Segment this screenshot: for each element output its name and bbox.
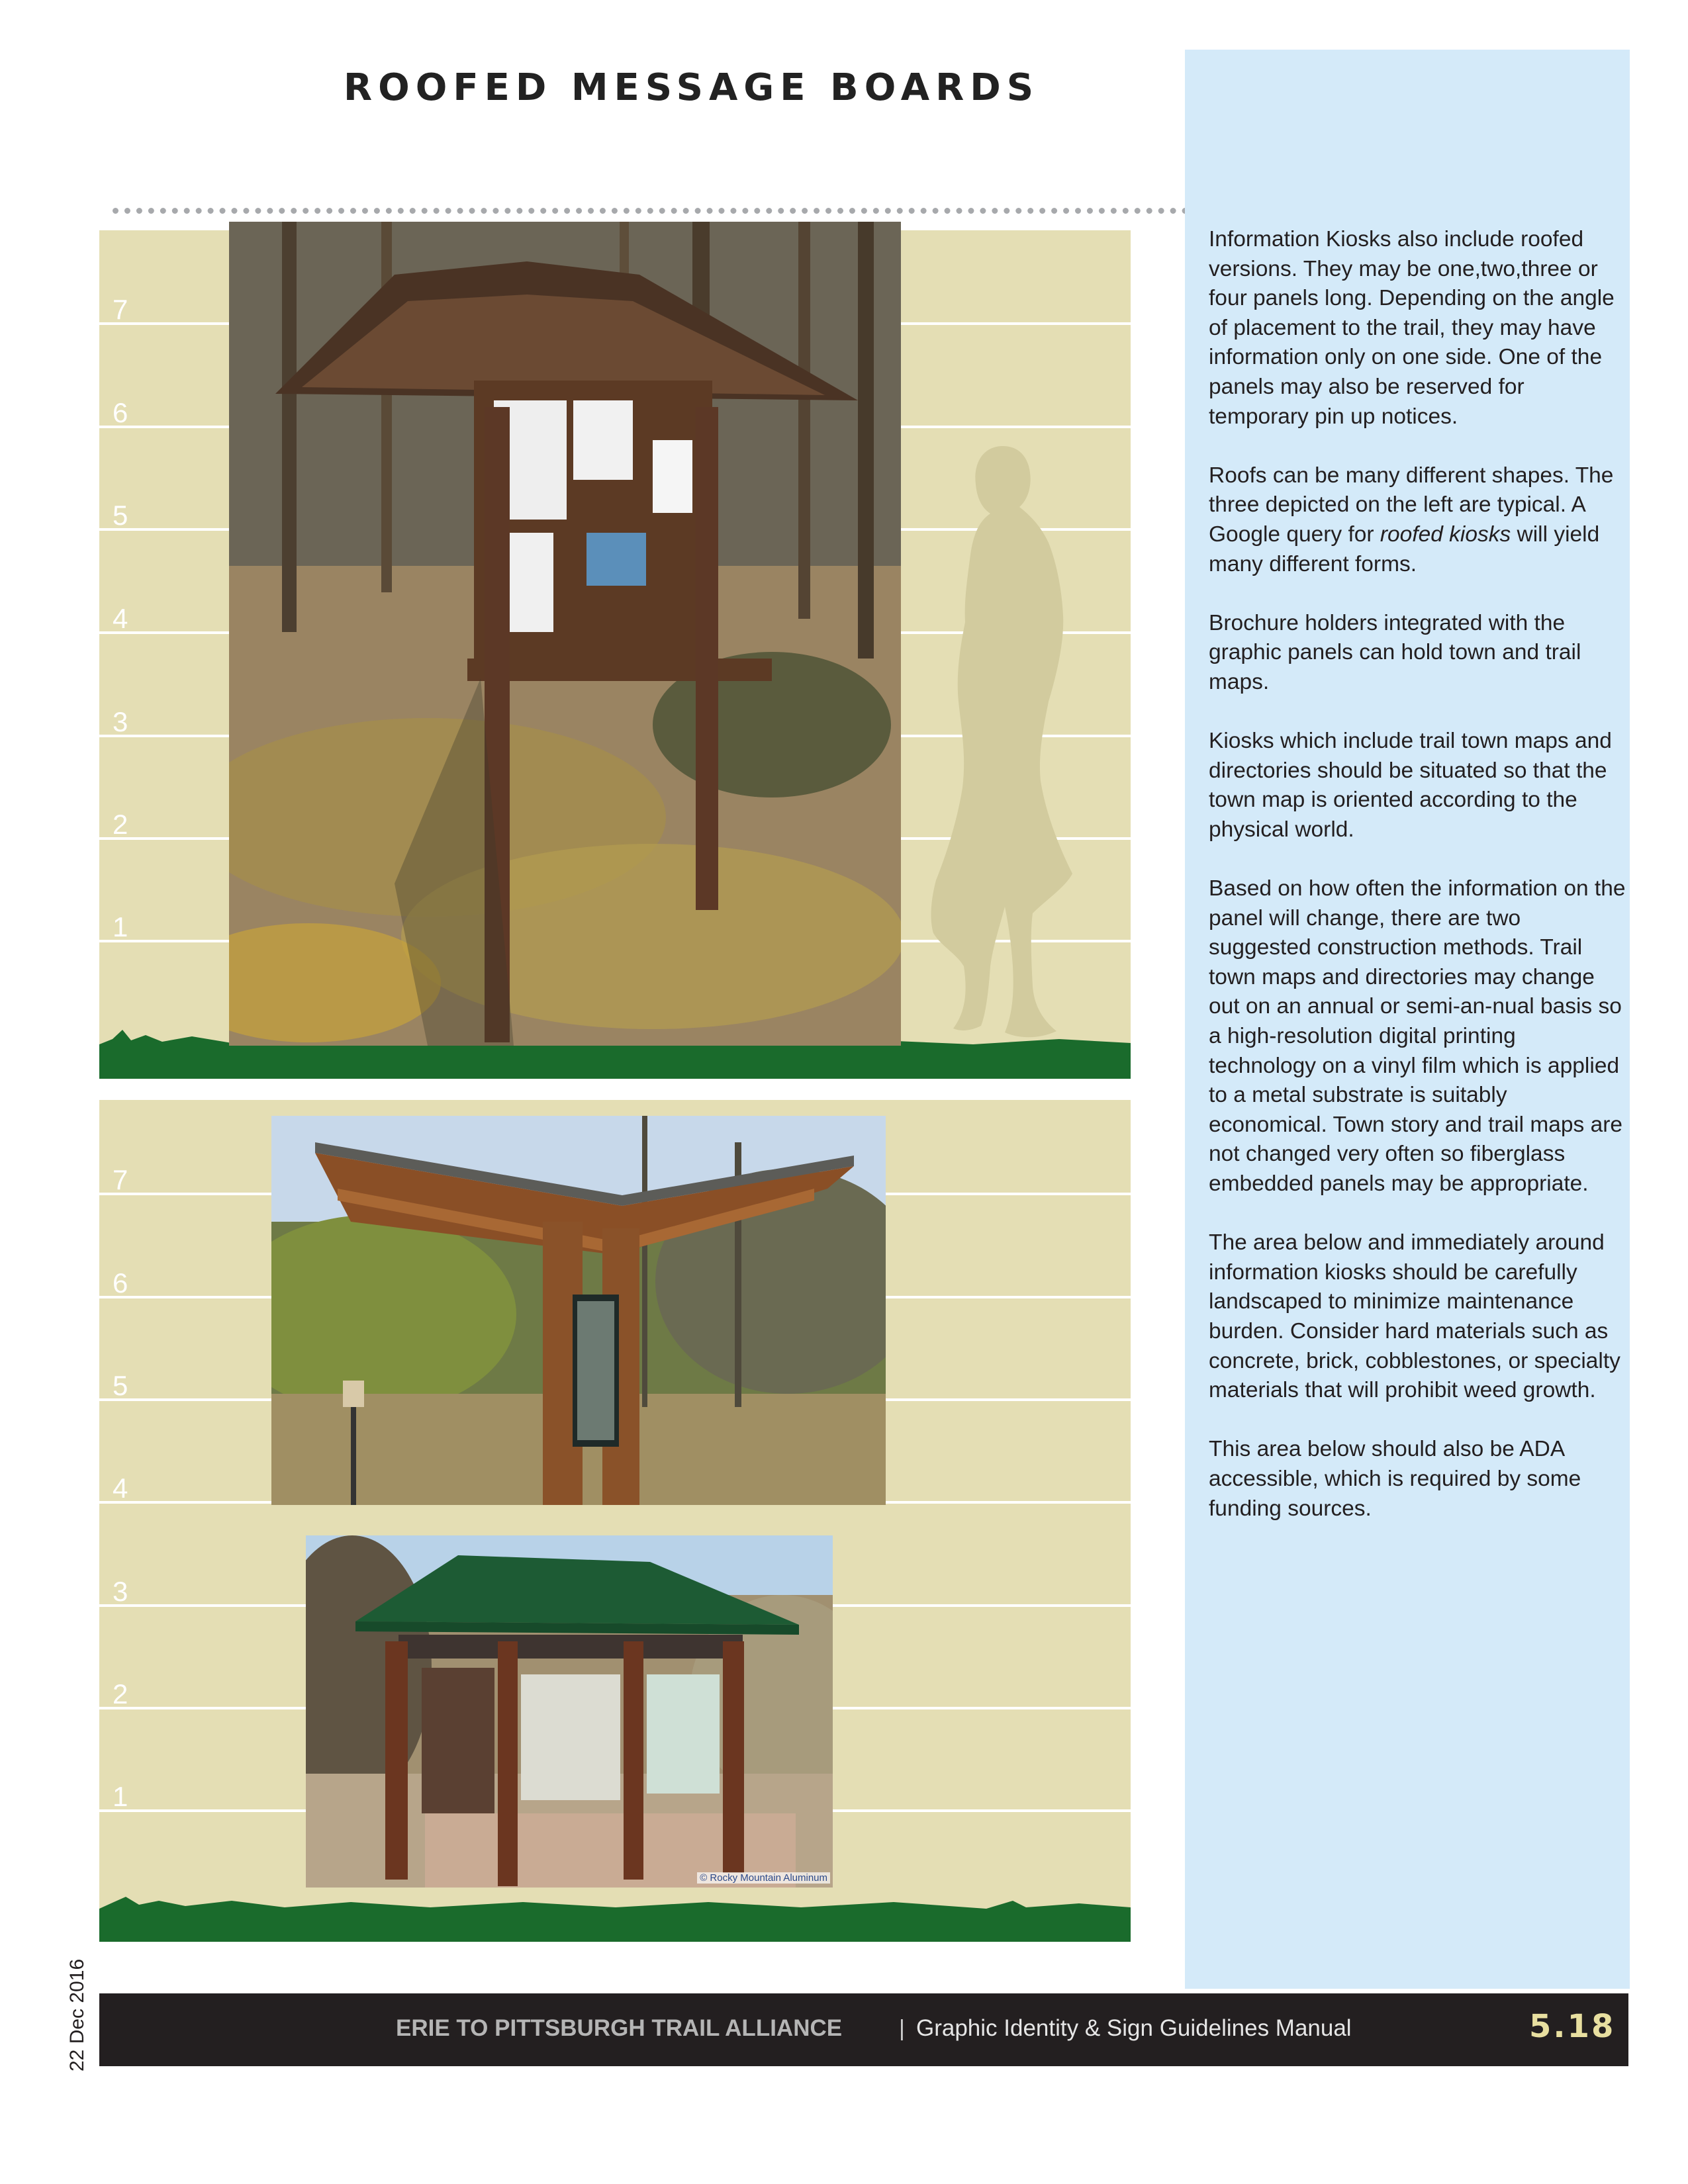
scale-tick-label: 2 <box>113 809 128 840</box>
scale-tick-label: 3 <box>113 1576 128 1607</box>
sidebar-paragraph-2-emphasis: roofed kiosks <box>1380 522 1511 547</box>
scale-tick-label: 6 <box>113 397 128 428</box>
photo-credit: © Rocky Mountain Aluminum <box>697 1872 830 1884</box>
scale-tick-label: 2 <box>113 1678 128 1709</box>
sidebar-paragraph-2-start: Roofs can be many different shapes. The three depicted on the left are typical. A Google query for <box>1209 463 1614 547</box>
sidebar-paragraph-1: Information Kiosks also include roofed versions. They may be one,two,three or four panels long. Depending on the angle of placement to the trail, they may have information only on one side. One of the panels may also be reserved for temporary pin up notices. <box>1209 227 1615 429</box>
scale-tick-label: 6 <box>113 1267 128 1298</box>
footer-manual-title: Graphic Identity & Sign Guidelines Manual <box>916 2015 1352 2041</box>
photo-forest-kiosk <box>229 222 901 1046</box>
sidebar-paragraph-2-end: will yield many different forms. <box>1209 522 1600 576</box>
footer-bar <box>99 1993 1628 2066</box>
sidebar-paragraph-2 <box>1209 461 1626 579</box>
date-stamp: 22 Dec 2016 <box>66 1958 88 2071</box>
sidebar-paragraph-6: The area below and immediately around information kiosks should be carefully landscaped to minimize maintenance burden. Consider hard materials such as concrete, brick, cobblestones, or specialty materials that will prohibit weed growth. <box>1209 1230 1620 1403</box>
scale-tick-label: 4 <box>113 603 128 634</box>
photo-green-roof-kiosk <box>306 1535 833 1888</box>
scale-tick-label: 7 <box>113 1164 128 1195</box>
scale-tick-label: 1 <box>113 1781 128 1812</box>
footer-separator: | <box>899 2016 905 2041</box>
page-number: 5.18 <box>1529 2008 1616 2045</box>
sidebar-paragraph-4: Kiosks which include trail town maps and directories should be situated so that the town map is oriented according to the physical world. <box>1209 729 1612 842</box>
sidebar-paragraph-7: This area below should also be ADA accessible, which is required by some funding sources. <box>1209 1437 1581 1521</box>
sidebar-paragraph-5: Based on how often the information on the panel will change, there are two suggested construction methods. Trail town maps and directories may change out on an annual or semi-an-nual basis so a high-resolution digital printing technology on a vinyl film which is applied to a metal substrate is suitably economical. Town story and trail maps are not changed very often so fiberglass embedded panels may be appropriate. <box>1209 876 1626 1196</box>
page-title: ROOFED MESSAGE BOARDS <box>344 66 1040 109</box>
footer-organization: ERIE TO PITTSBURGH TRAIL ALLIANCE <box>396 2015 843 2041</box>
scale-tick-label: 3 <box>113 706 128 737</box>
sidebar-paragraph-3: Brochure holders integrated with the graphic panels can hold town and trail maps. <box>1209 610 1581 694</box>
scale-tick-label: 1 <box>113 911 128 942</box>
sidebar-text <box>1209 225 1626 1553</box>
photo-timber-kiosk <box>271 1116 886 1505</box>
grass-strip <box>99 1888 1131 1942</box>
scale-tick-label: 7 <box>113 294 128 325</box>
scale-tick-label: 4 <box>113 1473 128 1504</box>
scale-tick-label: 5 <box>113 500 128 531</box>
human-silhouette <box>927 443 1079 1046</box>
scale-tick-label: 5 <box>113 1370 128 1401</box>
